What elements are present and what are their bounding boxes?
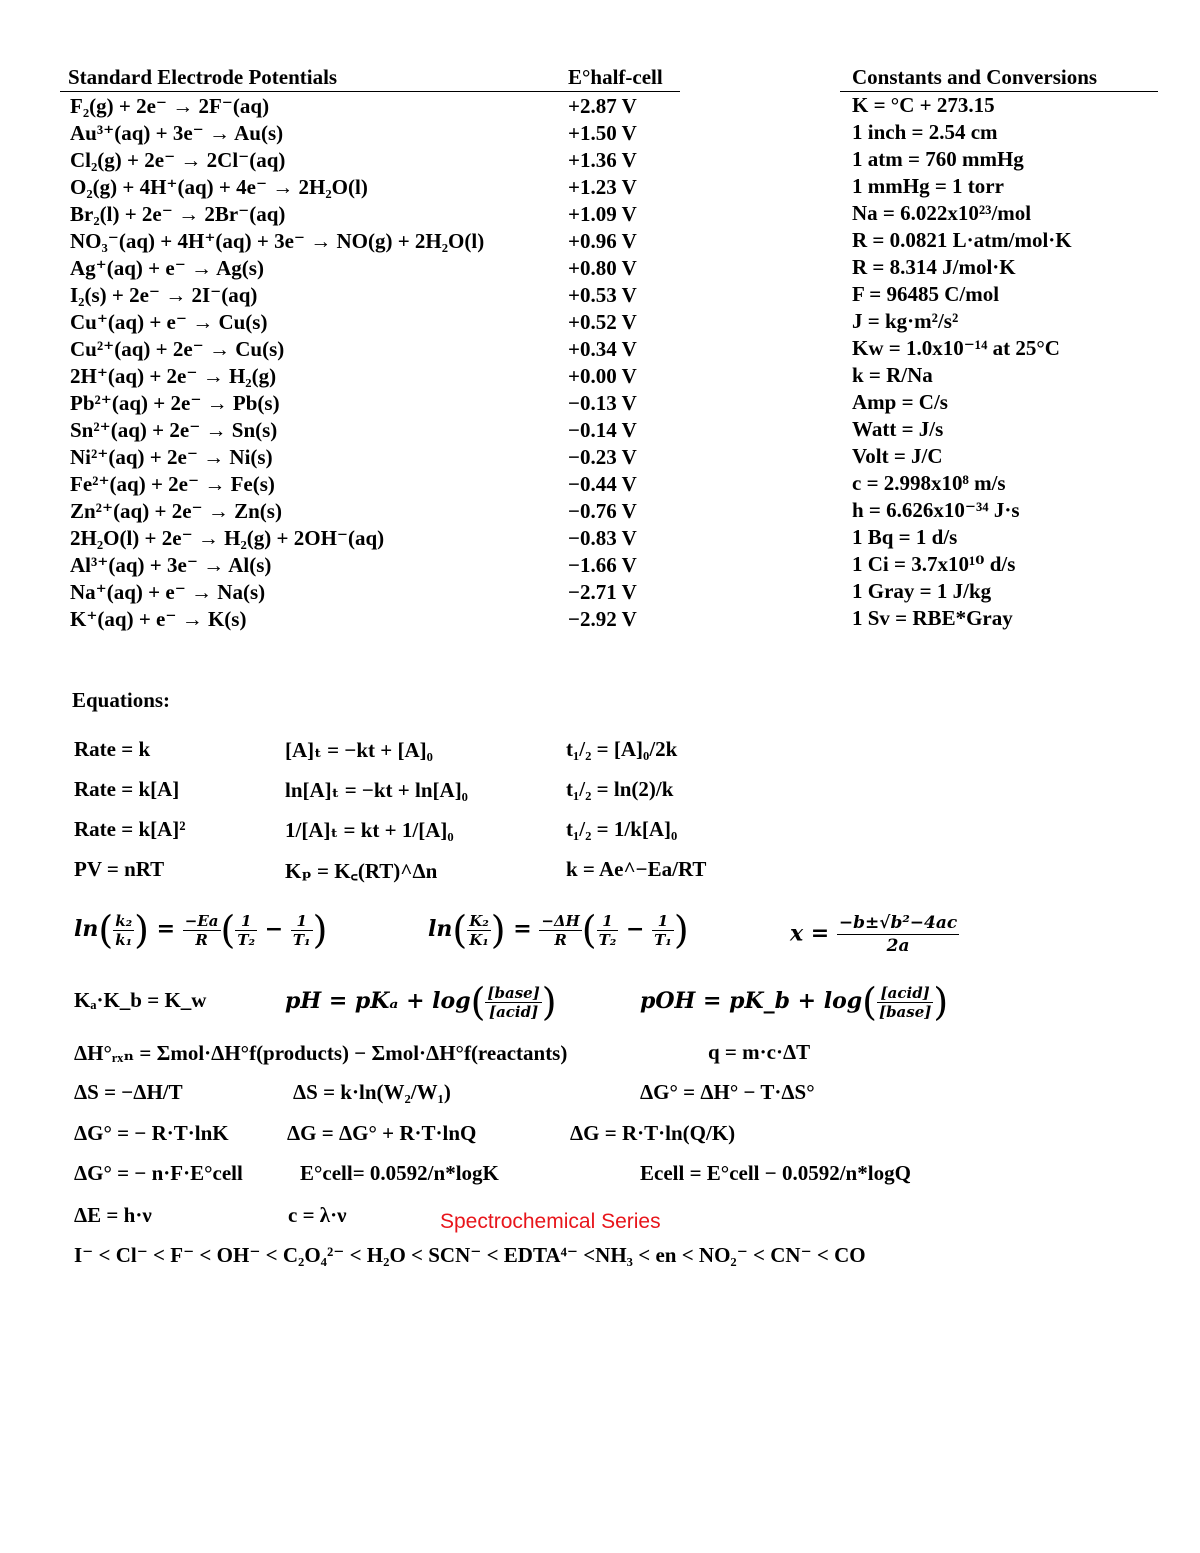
half-reaction: Cl₂(g) + 2e⁻ → 2Cl⁻(aq) <box>70 148 286 172</box>
gibbs-eq-1: ΔG° = ΔH° − T·ΔS° <box>640 1080 815 1104</box>
constant-item: 1 Sv = RBE*Gray <box>852 606 1013 630</box>
constant-item: 1 Gray = 1 J/kg <box>852 579 992 603</box>
photon-energy: ΔE = h·ν <box>74 1203 152 1227</box>
potential-value: −2.92 V <box>568 607 637 631</box>
constant-item: c = 2.998x10⁸ m/s <box>852 471 1006 495</box>
half-reaction: Zn²⁺(aq) + 2e⁻ → Zn(s) <box>70 499 282 523</box>
heat-equation: q = m·c·ΔT <box>708 1040 811 1064</box>
half-reaction: NO₃⁻(aq) + 4H⁺(aq) + 3e⁻ → NO(g) + 2H₂O(l) <box>70 229 485 253</box>
equals-sign: = <box>513 916 532 942</box>
potential-value: −1.66 V <box>568 553 637 577</box>
frac-den: k₁ <box>115 930 133 949</box>
half-reaction: Pb²⁺(aq) + 2e⁻ → Pb(s) <box>70 391 280 415</box>
frac-den: T₂ <box>598 930 617 949</box>
constant-item: h = 6.626x10⁻³⁴ J·s <box>852 498 1020 522</box>
half-reaction: K⁺(aq) + e⁻ → K(s) <box>70 607 247 631</box>
rate-equation: t₁/₂ = 1/k[A]₀ <box>566 817 678 841</box>
potential-value: −0.14 V <box>568 418 637 442</box>
half-reaction: 2H⁺(aq) + 2e⁻ → H₂(g) <box>70 364 277 388</box>
half-reaction: F₂(g) + 2e⁻ → 2F⁻(aq) <box>70 94 270 118</box>
constant-item: k = R/Na <box>852 363 933 387</box>
rate-equation: Rate = k[A]² <box>74 817 186 841</box>
header-rule-left <box>60 91 680 92</box>
rate-equation: [A]ₜ = −kt + [A]₀ <box>285 738 433 762</box>
constant-item: Volt = J/C <box>852 444 943 468</box>
x-equals: x = <box>790 920 830 947</box>
gibbs-eq-2: ΔG° = − R·T·lnK <box>74 1121 229 1145</box>
constant-item: 1 atm = 760 mmHg <box>852 147 1024 171</box>
half-reaction: I₂(s) + 2e⁻ → 2I⁻(aq) <box>70 283 258 307</box>
frac-num: K₂ <box>469 911 489 930</box>
half-reaction: Fe²⁺(aq) + 2e⁻ → Fe(s) <box>70 472 275 496</box>
frac-den: [acid] <box>488 1002 539 1021</box>
rate-equation: Kₚ = K꜀(RT)^Δn <box>285 859 438 883</box>
frac-num: −b±√b²−4ac <box>838 913 958 933</box>
equations-title: Equations: <box>72 688 171 712</box>
enthalpy-reaction: ΔH°ᵣₓₙ = Σmol·ΔH°f(products) − Σmol·ΔH°f(reactants) <box>74 1041 568 1065</box>
equals-sign: = <box>156 916 176 942</box>
constant-item: 1 Bq = 1 d/s <box>852 525 958 549</box>
gibbs-eq-4: ΔG = R·T·ln(Q/K) <box>570 1121 736 1145</box>
half-reaction: Na⁺(aq) + e⁻ → Na(s) <box>70 580 266 604</box>
spectrochemical-series: I⁻ < Cl⁻ < F⁻ < OH⁻ < C₂O₄²⁻ < H₂O < SCN⁻ < EDTA⁴⁻ <NH₃ < en < NO₂⁻ < CN⁻ < CO <box>74 1243 866 1267</box>
gibbs-eq-3: ΔG = ΔG° + R·T·lnQ <box>287 1121 477 1145</box>
frac-den: [base] <box>878 1002 932 1021</box>
constant-item: 1 mmHg = 1 torr <box>852 174 1004 198</box>
entropy-eq-2: ΔS = k·ln(W₂/W₁) <box>293 1080 451 1104</box>
frac-num: k₂ <box>115 911 133 930</box>
potential-value: −2.71 V <box>568 580 637 604</box>
rate-equation: k = Ae^−Ea/RT <box>566 857 707 881</box>
potential-value: +0.96 V <box>568 229 637 253</box>
constant-item: R = 8.314 J/mol·K <box>852 255 1016 279</box>
rate-equation: ln[A]ₜ = −kt + ln[A]₀ <box>285 778 468 802</box>
frac-num: −Ea <box>184 911 219 930</box>
frac-den: T₁ <box>292 930 311 949</box>
half-reaction: 2H₂O(l) + 2e⁻ → H₂(g) + 2OH⁻(aq) <box>70 526 385 550</box>
constant-item: Watt = J/s <box>852 417 944 441</box>
spectrochemical-title: Spectrochemical Series <box>440 1210 661 1233</box>
potential-value: −0.23 V <box>568 445 637 469</box>
potential-value: −0.76 V <box>568 499 637 523</box>
frac-den: T₂ <box>237 930 256 949</box>
half-reaction: Sn²⁺(aq) + 2e⁻ → Sn(s) <box>70 418 278 442</box>
rate-equation: t₁/₂ = ln(2)/k <box>566 777 674 801</box>
frac-num: [base] <box>487 983 540 1002</box>
constant-item: J = kg·m²/s² <box>852 309 959 333</box>
potential-value: +0.80 V <box>568 256 637 280</box>
half-reaction: Ni²⁺(aq) + 2e⁻ → Ni(s) <box>70 445 273 469</box>
frac-num: 1 <box>652 912 674 931</box>
frac-den: 2a <box>886 936 910 956</box>
ka-kb-kw: Kₐ·K_b = K_w <box>74 988 207 1012</box>
nernst-eq-2: Ecell = E°cell − 0.0592/n*logQ <box>640 1161 911 1185</box>
frac-num: 1 <box>291 912 313 931</box>
half-reaction: O₂(g) + 4H⁺(aq) + 4e⁻ → 2H₂O(l) <box>70 175 368 199</box>
rate-equation: 1/[A]ₜ = kt + 1/[A]₀ <box>285 818 454 842</box>
frac-num: −ΔH <box>541 911 580 930</box>
frac-den: K₁ <box>469 930 489 949</box>
poh-label: pOH = pK_b + log <box>640 988 863 1014</box>
quadratic-formula <box>790 912 959 957</box>
poh-equation: pOH = pK_b + log( $\frac{\text{[acid]}}{\text{[base]}}$ ) <box>640 980 949 1024</box>
potential-value: −0.83 V <box>568 526 637 550</box>
potential-value: +0.53 V <box>568 283 637 307</box>
constant-item: R = 0.0821 L·atm/mol·K <box>852 228 1072 252</box>
ln-label: ln <box>74 916 99 942</box>
frac-num: 1 <box>235 912 257 931</box>
half-reaction: Cu⁺(aq) + e⁻ → Cu(s) <box>70 310 268 334</box>
entropy-eq-1: ΔS = −ΔH/T <box>74 1080 183 1104</box>
constant-item: 1 inch = 2.54 cm <box>852 120 998 144</box>
half-reaction: Cu²⁺(aq) + 2e⁻ → Cu(s) <box>70 337 285 361</box>
ln-label: ln <box>428 916 453 942</box>
frac-num: 1 <box>597 912 619 931</box>
frac-den: T₁ <box>654 930 672 949</box>
rate-equation: Rate = k <box>74 737 151 761</box>
potential-value: +1.50 V <box>568 121 637 145</box>
potential-value: −0.44 V <box>568 472 637 496</box>
half-reaction: Au³⁺(aq) + 3e⁻ → Au(s) <box>70 121 284 145</box>
potential-value: +1.36 V <box>568 148 637 172</box>
potentials-header: Standard Electrode Potentials <box>68 65 338 89</box>
arrhenius-equation: ln( $\frac{\text{k₂}}{\text{k₁}}$ ) = $\frac{-Ea}{R}$ ( $\frac{1}{\text{T₂}}$ − $\frac{1}{\text{T₁}}$ ) <box>74 908 328 952</box>
constant-item: Kw = 1.0x10⁻¹⁴ at 25°C <box>852 336 1060 360</box>
constant-item: 1 Ci = 3.7x10¹⁰ d/s <box>852 552 1016 576</box>
frac-num: [acid] <box>877 984 933 1003</box>
constant-item: Na = 6.022x10²³/mol <box>852 201 1032 225</box>
potential-value: +1.23 V <box>568 175 637 199</box>
half-reaction: Al³⁺(aq) + 3e⁻ → Al(s) <box>70 553 272 577</box>
potential-value: +0.00 V <box>568 364 637 388</box>
potential-value: +0.52 V <box>568 310 637 334</box>
potential-value: +1.09 V <box>568 202 637 226</box>
rate-equation: Rate = k[A] <box>74 777 180 801</box>
potential-value: +2.87 V <box>568 94 637 118</box>
light-speed: c = λ·ν <box>288 1203 347 1227</box>
half-reaction: Br₂(l) + 2e⁻ → 2Br⁻(aq) <box>70 202 286 226</box>
frac-den: R <box>554 930 567 949</box>
potential-value: −0.13 V <box>568 391 637 415</box>
constant-item: F = 96485 C/mol <box>852 282 1000 306</box>
frac-den: R <box>195 930 208 949</box>
constants-header: Constants and Conversions <box>852 65 1098 89</box>
potential-value: +0.34 V <box>568 337 637 361</box>
vant-hoff-equation: ln( $\frac{\text{K₂}}{\text{K₁}}$ ) = $\frac{-\Delta H}{R}$ ( $\frac{1}{\text{T₂}}$ − $\frac{1}{\text{T₁}}$ ) <box>428 908 689 952</box>
constant-item: Amp = C/s <box>852 390 948 414</box>
constant-item: K = °C + 273.15 <box>852 93 995 117</box>
ph-equation: pH = pKₐ + log( $\frac{\text{[base]}}{\text{[acid]}}$ ) <box>285 980 557 1024</box>
rate-equation: t₁/₂ = [A]₀/2k <box>566 737 678 761</box>
nernst-eq-1: E°cell= 0.0592/n*logK <box>300 1161 499 1185</box>
half-reaction: Ag⁺(aq) + e⁻ → Ag(s) <box>70 256 264 280</box>
ehalf-header: E°half-cell <box>568 65 663 89</box>
rate-equation: PV = nRT <box>74 857 165 881</box>
gibbs-eq-5: ΔG° = − n·F·E°cell <box>74 1161 243 1185</box>
ph-label: pH = pKₐ + log <box>285 988 471 1014</box>
